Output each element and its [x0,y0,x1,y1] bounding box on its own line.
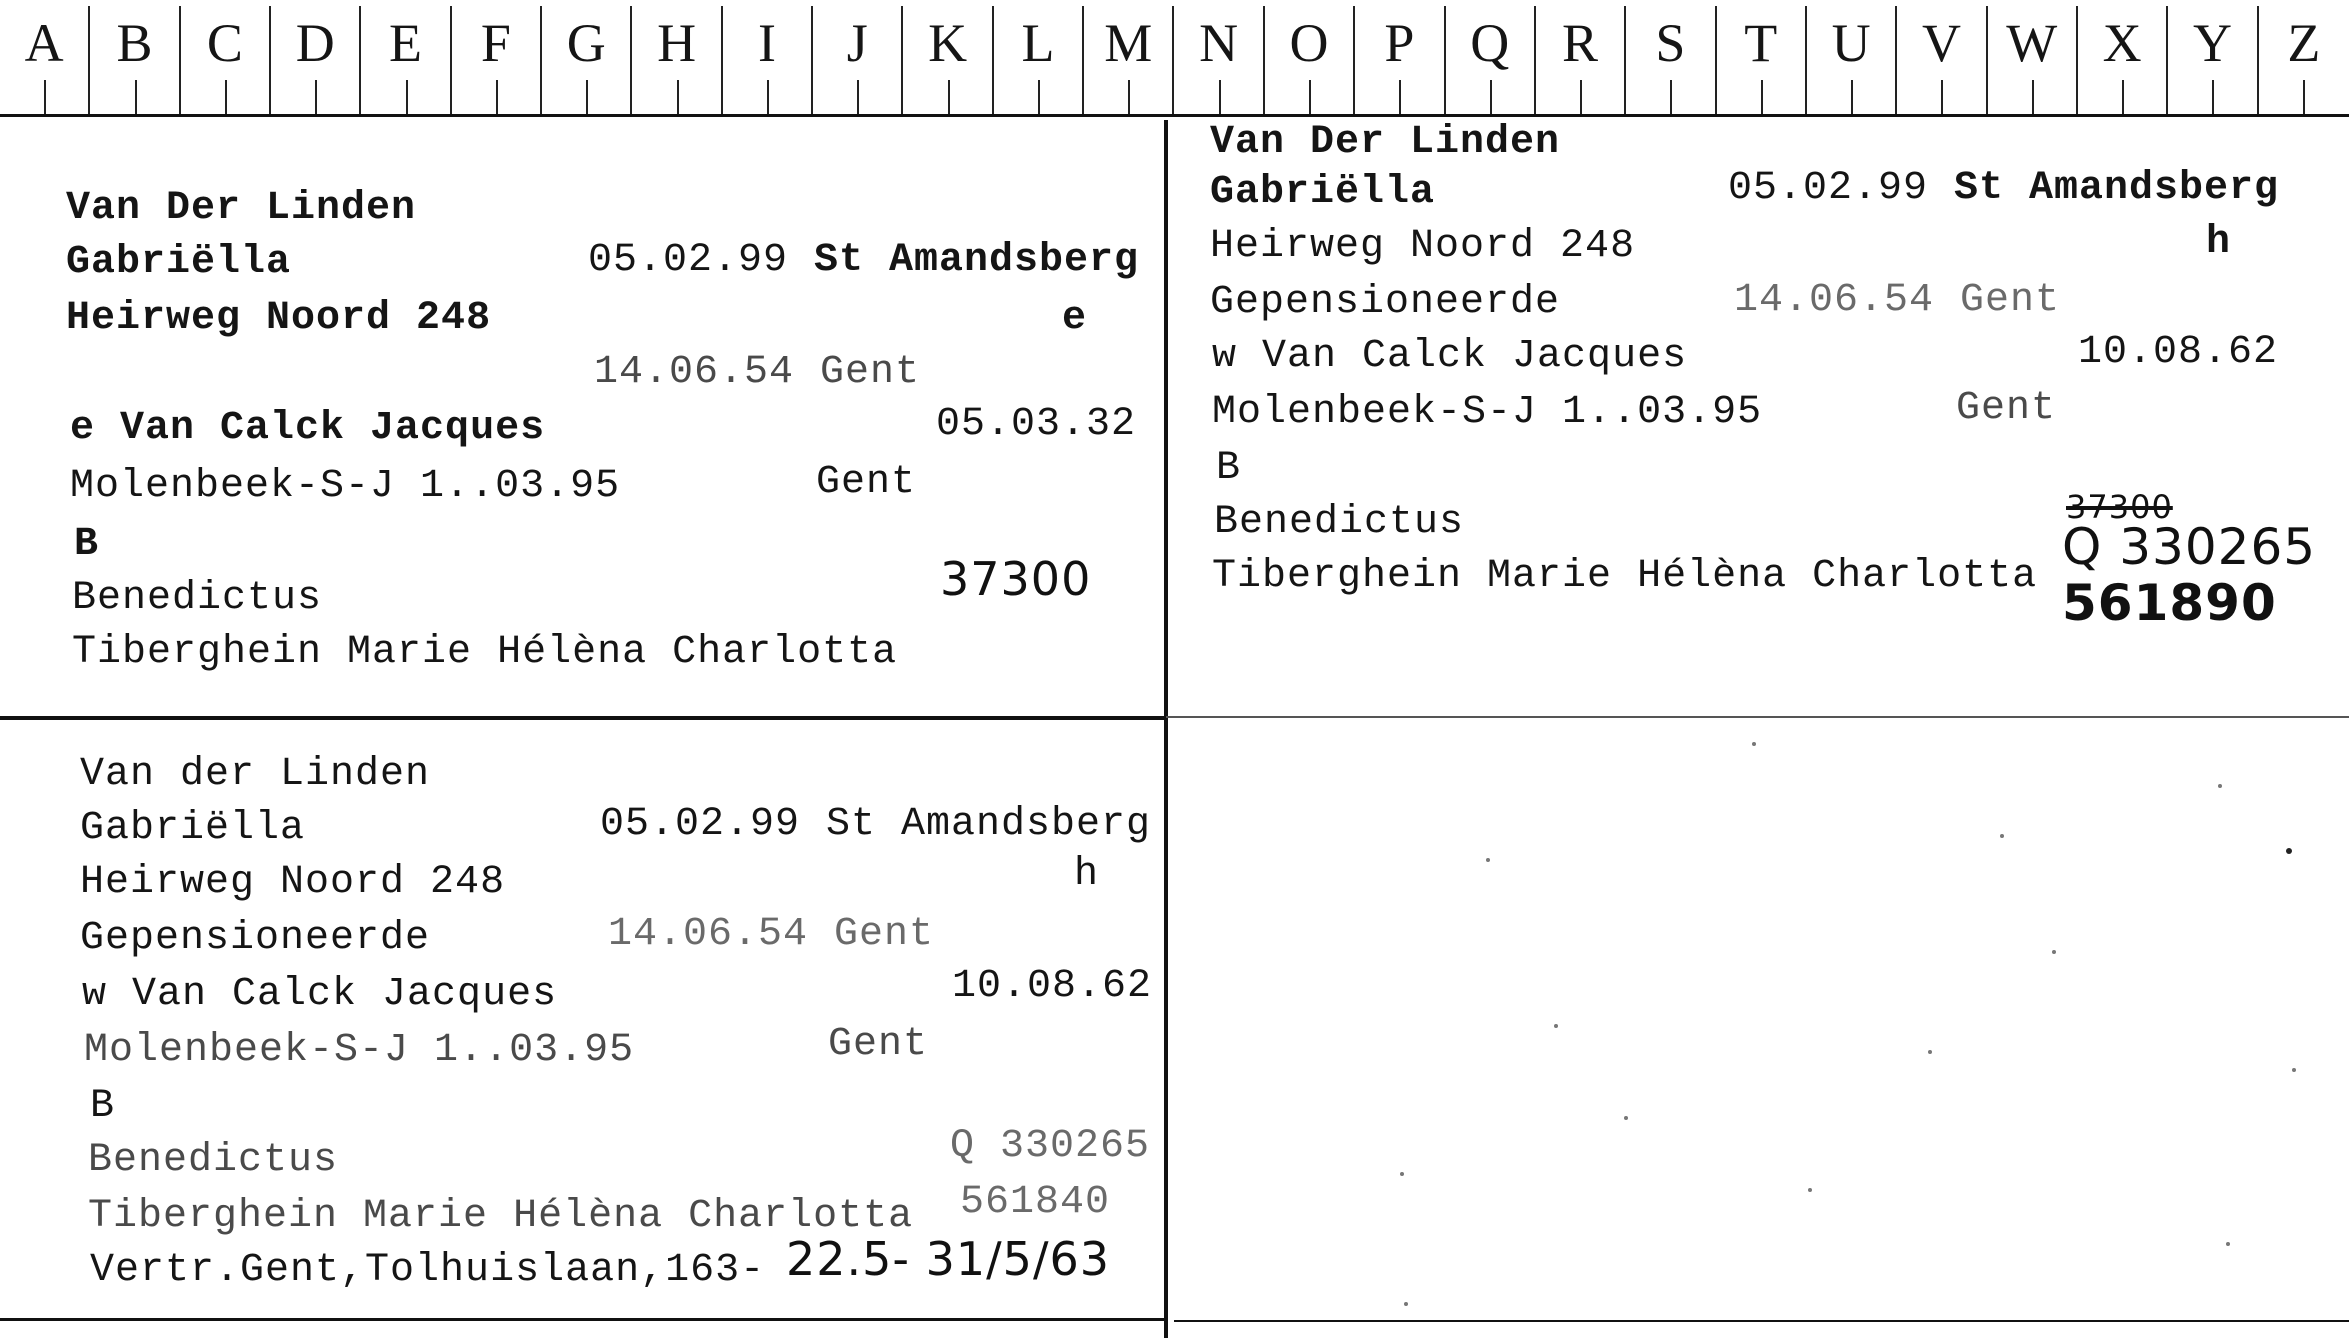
alphabet-tick [1038,80,1040,114]
firstname: Gabriëlla [1210,170,1436,215]
alphabet-letter-label: V [1921,13,1961,73]
status-code: h [1074,852,1100,897]
speck [2000,834,2004,838]
alphabet-tick [406,80,408,114]
address: Heirweg Noord 248 [80,860,506,905]
alphabet-tick [1761,80,1763,114]
alphabet-tick [1670,80,1672,114]
speck [1400,1172,1404,1176]
alphabet-tick [1309,80,1311,114]
alphabet-tick [948,80,950,114]
place-3: Gent [1956,386,2057,431]
status-code: h [2206,220,2232,265]
alphabet-tick [1490,80,1492,114]
number-1: Q 330265 [950,1124,1151,1169]
spouse-birth: Molenbeek-S-J 1..03.95 [70,464,621,509]
alphabet-letter-label: O [1289,13,1329,73]
alphabet-tick [1399,80,1401,114]
alphabet-letter [1536,6,1626,114]
speck [1486,858,1490,862]
alphabet-letter-label: L [1021,13,1055,73]
alphabet-tick [135,80,137,114]
birth-place: St Amandsberg [1954,166,2280,211]
mark: B [74,522,100,567]
date-2: 14.06.54 [594,350,795,395]
alphabet-letter [1265,6,1355,114]
alphabet-letter [632,6,722,114]
speck [2218,784,2222,788]
place-3: Gent [828,1022,929,1067]
alphabet-letter [994,6,1084,114]
mother: Tiberghein Marie Hélèna Charlotta [88,1194,914,1239]
speck [2286,848,2292,854]
alphabet-letter-label: S [1655,13,1686,73]
spouse-birth: Molenbeek-S-J 1..03.95 [84,1028,635,1073]
alphabet-tick [677,80,679,114]
mark: B [90,1084,116,1129]
surname: Van der Linden [80,752,431,797]
number-2: 561840 [960,1180,1111,1225]
alphabet-letter [90,6,180,114]
alphabet-letter-label: R [1562,13,1599,73]
place-3: Gent [816,460,917,505]
alphabet-letter-label: P [1384,13,1415,73]
hand-number-2: 561890 [2062,574,2277,632]
place-2: Gent [820,350,921,395]
status-code: e [1062,296,1088,341]
alphabet-letter-label: N [1199,13,1239,73]
alphabet-letter-label: K [928,13,968,73]
alphabet-tick [496,80,498,114]
alphabet-letter-label: Q [1470,13,1510,73]
address: Heirweg Noord 248 [66,296,492,341]
alphabet-letter-label: U [1831,13,1871,73]
alphabet-letter-label: T [1744,13,1778,73]
birth-date: 05.02.99 [1728,166,1929,211]
bottom-rule-right [1174,1320,2349,1322]
alphabet-letter [0,6,90,114]
speck [1624,1116,1628,1120]
alphabet-tick [2212,80,2214,114]
alphabet-letter [1175,6,1265,114]
alphabet-letter [361,6,451,114]
alphabet-letter [2259,6,2349,114]
alphabet-tick [1128,80,1130,114]
alphabet-letter [1355,6,1445,114]
alphabet-letter [2078,6,2168,114]
alphabet-letter-label: W [2006,13,2058,73]
alphabet-letter-label: E [389,13,423,73]
alphabet-letter [542,6,632,114]
birth-place: St Amandsberg [814,238,1140,283]
alphabet-tick [857,80,859,114]
alphabet-letter [452,6,542,114]
alphabet-tick [2122,80,2124,114]
date-3: 10.08.62 [2078,330,2279,375]
alphabet-tick [767,80,769,114]
firstname: Gabriëlla [80,806,306,851]
place-2: Gent [1960,278,2061,323]
father: Benedictus [1214,500,1465,545]
alphabet-letter-label: F [480,13,511,73]
alphabet-tick [586,80,588,114]
speck [2052,950,2056,954]
surname: Van Der Linden [66,186,417,231]
index-card-3 [0,720,1164,1318]
spouse: w Van Calck Jacques [1212,334,1688,379]
birth-place: St Amandsberg [826,802,1152,847]
speck [1752,742,1756,746]
alphabet-letter [1717,6,1807,114]
birth-date: 05.02.99 [588,238,789,283]
alphabet-letter [1988,6,2078,114]
alphabet-letter [1897,6,1987,114]
alphabet-letter-label: D [295,13,335,73]
spouse-birth: Molenbeek-S-J 1..03.95 [1212,390,1763,435]
alphabet-letter-label: A [24,13,64,73]
mark: B [1216,446,1242,491]
alphabet-tick [44,80,46,114]
birth-date: 05.02.99 [600,802,801,847]
alphabet-letter [813,6,903,114]
alphabet-tick [2032,80,2034,114]
alphabet-letter [1084,6,1174,114]
alphabet-letter [903,6,993,114]
firstname: Gabriëlla [66,240,292,285]
speck [2292,1068,2296,1072]
alphabet-index-header [0,0,2349,118]
date-3: 05.03.32 [936,402,1137,447]
occupation: Gepensioneerde [80,916,431,961]
alphabet-letter-label: Z [2287,13,2321,73]
card-number: 37300 [940,552,1092,606]
speck [2226,1242,2230,1246]
mother: Tiberghein Marie Hélèna Charlotta [72,630,898,675]
alphabet-tick [2303,80,2305,114]
date-2: 14.06.54 [1734,278,1935,323]
crossed-number: 37300 [2066,488,2173,526]
horizontal-divider-right [1166,716,2349,718]
alphabet-letter [2168,6,2258,114]
alphabet-letter-label: X [2102,13,2142,73]
alphabet-letter-label: J [846,13,868,73]
alphabet-letter-label: H [657,13,697,73]
departure-dates: 22.5- 31/5/63 [786,1232,1110,1286]
alphabet-letter [271,6,361,114]
alphabet-letter-label: G [566,13,606,73]
hand-number-1: Q 330265 [2062,518,2317,576]
mother: Tiberghein Marie Hélèna Charlotta [1212,554,2038,599]
surname: Van Der Linden [1210,120,1561,165]
alphabet-tick [1580,80,1582,114]
father: Benedictus [88,1138,339,1183]
alphabet-tick [225,80,227,114]
alphabet-letter [181,6,271,114]
blank-card [1168,720,2349,1318]
alphabet-letter [1626,6,1716,114]
alphabet-letter-label: I [757,13,776,73]
date-3: 10.08.62 [952,964,1153,1009]
alphabet-letter [1807,6,1897,114]
alphabet-letter [723,6,813,114]
alphabet-letter-label: M [1104,13,1153,73]
father: Benedictus [72,576,323,621]
alphabet-tick [1219,80,1221,114]
index-card-2 [1168,120,2349,716]
speck [1808,1188,1812,1192]
alphabet-letter [1446,6,1536,114]
speck [1928,1050,1932,1054]
date-2: 14.06.54 [608,912,809,957]
occupation: Gepensioneerde [1210,280,1561,325]
alphabet-letter-label: B [116,13,153,73]
speck [1404,1302,1408,1306]
alphabet-tick [1941,80,1943,114]
spouse: w Van Calck Jacques [82,972,558,1017]
bottom-rule-left [0,1318,1166,1321]
spouse: e Van Calck Jacques [70,406,546,451]
alphabet-tick [1851,80,1853,114]
address: Heirweg Noord 248 [1210,224,1636,269]
index-card-1 [0,120,1164,716]
alphabet-letter-label: C [206,13,243,73]
place-2: Gent [834,912,935,957]
alphabet-tick [315,80,317,114]
speck [1554,1024,1558,1028]
departure: Vertr.Gent,Tolhuislaan,163- [90,1248,766,1293]
alphabet-letter-label: Y [2192,13,2232,73]
header-rule [0,114,2349,117]
